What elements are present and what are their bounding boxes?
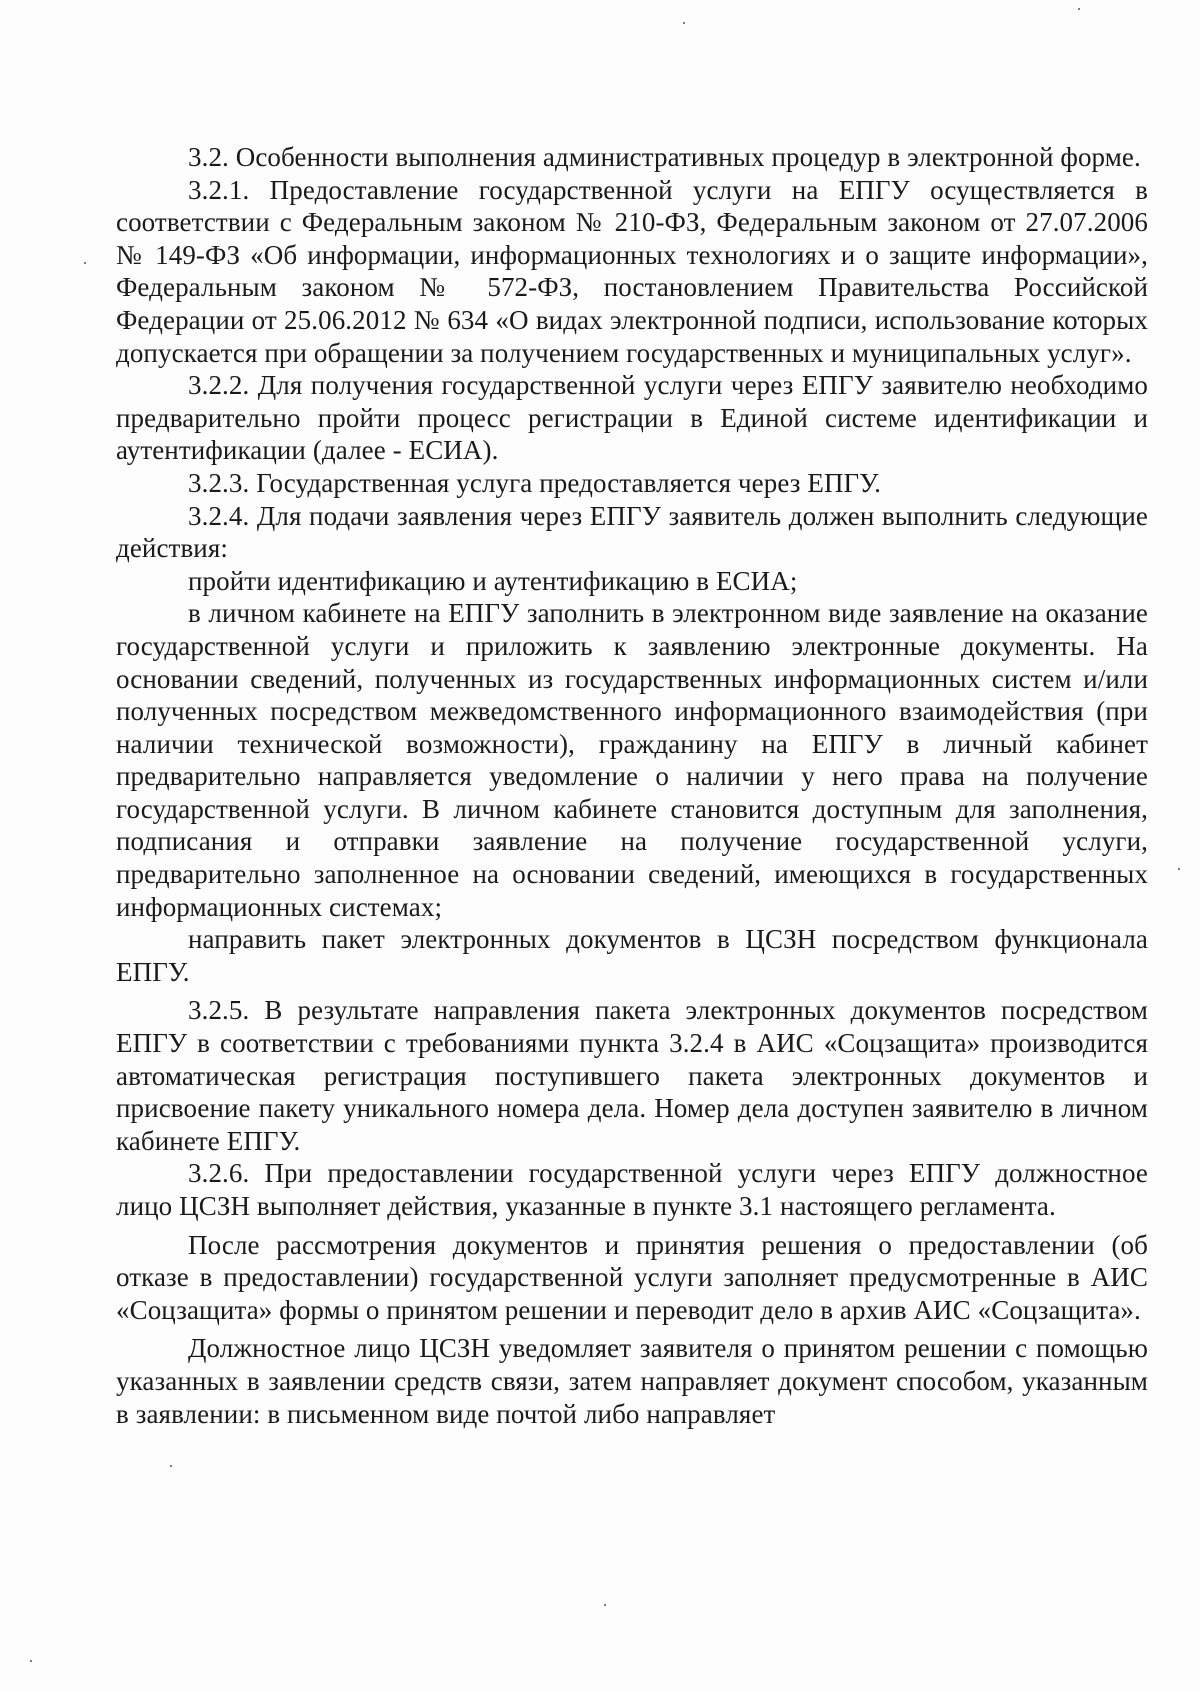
scan-speck	[683, 22, 685, 24]
paragraph-3-2-2: 3.2.2. Для получения государственной услуги через ЕПГУ заявителю необходимо предварительно пройти процесс регистрации в Единой системе идентификации и аутентификации (далее - ЕСИА).	[116, 370, 1148, 466]
scan-speck	[1178, 868, 1180, 870]
section-heading-3-2: 3.2. Особенности выполнения административных процедур в электронной форме.	[188, 142, 1141, 172]
scan-speck	[170, 1465, 172, 1467]
paragraph-notification: Должностное лицо ЦСЗН уведомляет заявителя о принятом решении с помощью указанных в заявлении средств связи, затем направляет документ способом, указанным в заявлении: в письменном виде почтой либо направляет	[116, 1333, 1148, 1429]
paragraph-3-2-3: 3.2.3. Государственная услуга предоставляется через ЕПГУ.	[188, 467, 881, 498]
scan-speck	[1078, 8, 1080, 10]
paragraph-3-2-4: 3.2.4. Для подачи заявления через ЕПГУ заявитель должен выполнить следующие действия:	[116, 500, 1148, 564]
list-item-send-package: направить пакет электронных документов в ЦСЗН посредством функционала ЕПГУ.	[116, 924, 1148, 987]
scan-speck	[604, 1604, 606, 1606]
scan-speck	[84, 262, 86, 264]
paragraph-3-2-5: 3.2.5. В результате направления пакета электронных документов посредством ЕПГУ в соответствии с требованиями пункта 3.2.4 в АИС «Соцзащита» производится автоматическая регистрация поступившего пакета электронных документов и присвоение пакету уникального номера дела. Номер дела доступен заявителю в личном кабинете ЕПГУ.	[116, 995, 1148, 1156]
list-item-personal-cabinet: в личном кабинете на ЕПГУ заполнить в электронном виде заявление на оказание государственной услуги и приложить к заявлению электронные документы. На основании сведений, полученных из государственных информационных систем и/или полученных посредством межведомственного информационного взаимодействия (при наличии технической возможности), гражданину на ЕПГУ в личный кабинет предварительно направляется уведомление о наличии у него права на получение государственной услуги. В личном кабинете становится доступным для заполнения, подписания и отправки заявление на получение государственной услуги, предварительно заполненное на основании сведений, имеющихся в государственных информационных системах;	[116, 598, 1148, 922]
list-item-esia: пройти идентификацию и аутентификацию в ЕСИА;	[188, 565, 798, 596]
document-body	[116, 141, 1148, 1430]
paragraph-after-review: После рассмотрения документов и принятия решения о предоставлении (об отказе в предоставлении) государственной услуги заполняет предусмотренные в АИС «Соцзащита» формы о принятом решении и переводит дело в архив АИС «Соцзащита».	[116, 1229, 1148, 1325]
paragraph-3-2-6: 3.2.6. При предоставлении государственной услуги через ЕПГУ должностное лицо ЦСЗН выполняет действия, указанные в пункте 3.1 настоящего регламента.	[116, 1158, 1148, 1221]
paragraph-3-2-1: 3.2.1. Предоставление государственной услуги на ЕПГУ осуществляется в соответствии с Федеральным законом № 210-ФЗ, Федеральным законом от 27.07.2006 № 149-ФЗ «Об информации, информационных технологиях и о защите информации», Федеральным законом № 572-ФЗ, постановлением Правительства Российской Федерации от 25.06.2012 № 634 «О видах электронной подписи, использование которых допускается при обращении за получением государственных и муниципальных услуг».	[116, 174, 1148, 368]
scan-speck	[30, 1660, 32, 1662]
